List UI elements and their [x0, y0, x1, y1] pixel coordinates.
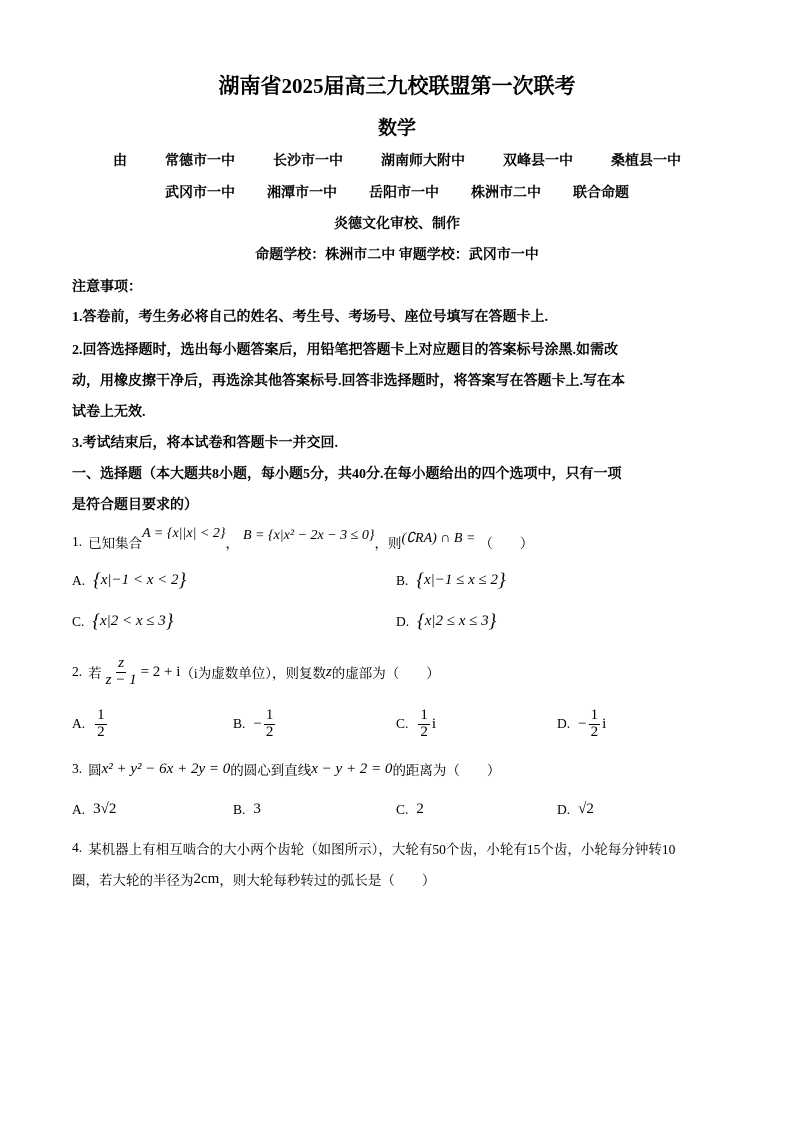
question-note: （i为虚数单位），则复数: [180, 666, 326, 682]
option-value: {x|2 < x ≤ 3}: [92, 611, 174, 632]
equation-rhs: = 2 + i: [140, 663, 181, 680]
option-fraction: $\frac{1}{2}$: [420, 707, 428, 740]
option-label: A.: [72, 716, 86, 732]
fraction: $\frac{z}{z - 1}$: [105, 655, 137, 688]
school-name: 湘潭市一中: [267, 186, 337, 201]
q1-option-d[interactable]: [396, 611, 496, 633]
school-name: 株洲市二中: [471, 186, 541, 201]
notes-heading: 注意事项：: [72, 280, 142, 295]
q2-option-b[interactable]: B. − $\frac{1}{2}$: [233, 707, 274, 740]
option-label: C.: [396, 716, 409, 732]
prefix-by: 由: [113, 154, 127, 169]
school-name: 岳阳市一中: [369, 186, 439, 201]
option-label: B.: [233, 801, 246, 817]
option-value: √2: [578, 801, 594, 817]
option-label: C.: [72, 614, 85, 629]
section-1-heading-cont: 是符合题目要求的）: [72, 498, 198, 513]
option-label: D.: [557, 716, 571, 732]
option-fraction: $\frac{1}{2}$: [265, 707, 274, 740]
q1-option-b[interactable]: [396, 570, 506, 592]
comma: ，: [225, 536, 239, 551]
option-label: D.: [396, 614, 410, 629]
q3-option-c[interactable]: [396, 801, 424, 818]
answer-paren: （ ）: [479, 536, 534, 551]
set-b: B = {x|x² − 2x − 3 ≤ 0}: [243, 528, 375, 543]
question-number: 2.: [72, 664, 83, 680]
option-value: 3: [253, 801, 261, 817]
option-value: 3√2: [93, 801, 117, 817]
schools-row-2: [0, 182, 794, 202]
variable: z: [325, 663, 332, 680]
question-4: [72, 838, 675, 858]
schools-row-1: [0, 150, 794, 170]
option-label: A.: [72, 801, 86, 817]
section-1-heading: 一、选择题（本大题共8小题，每小题5分，共40分.在每小题给出的四个选项中，只有一项: [72, 467, 622, 482]
school-name: 武冈市一中: [165, 186, 235, 201]
set-a: A = {x||x| < 2}: [142, 526, 226, 541]
question-text-end: 的距离为（ ）: [392, 763, 501, 778]
question-text: 已知集合: [88, 536, 143, 551]
question-text: 若: [88, 666, 102, 682]
question-text-mid: 的圆心到直线: [230, 763, 312, 778]
school-name: 常德市一中: [165, 154, 235, 169]
maker-line: 炎德文化审校、制作: [334, 217, 460, 232]
question-text: 某机器上有相互啮合的大小两个齿轮（如图所示），大轮有50个齿，小轮有15个齿，小轮每分钟转10: [88, 842, 676, 857]
q2-option-c[interactable]: C. $\frac{1}{2}$ i: [396, 707, 437, 740]
option-label: A.: [72, 573, 86, 588]
question-text: 圆: [88, 763, 102, 778]
note-2-line-1: 2.回答选择题时，选出每小题答案后，用铅笔把答题卡上对应题目的答案标号涂黑.如需改: [72, 343, 618, 358]
question-3: [72, 759, 500, 779]
note-1: 1.答卷前，考生务必将自己的姓名、考生号、考场号、座位号填写在答题卡上.: [72, 310, 548, 325]
option-label: C.: [396, 801, 409, 817]
note-2-line-2: 动，用橡皮擦干净后，再选涂其他答案标号.回答非选择题时，将答案写在答题卡上.写在本: [72, 374, 625, 389]
option-value: {x|−1 ≤ x ≤ 2}: [416, 570, 506, 591]
exam-subject: 数学: [377, 118, 416, 139]
option-fraction: $\frac{1}{2}$: [97, 707, 105, 740]
q1-option-c[interactable]: [72, 611, 173, 633]
line-equation: x − y + 2 = 0: [311, 760, 393, 777]
question-1: [72, 526, 534, 552]
school-name: 湖南师大附中: [381, 154, 465, 169]
school-name: 长沙市一中: [273, 154, 343, 169]
school-name: 双峰县一中: [503, 154, 573, 169]
circle-equation: x² + y² − 6x + 2y = 0: [101, 760, 231, 777]
question-2: [72, 656, 440, 689]
note-3: 3.考试结束后，将本试卷和答题卡一并交回.: [72, 436, 338, 451]
question-text-end: ，则大轮每秒转过的弧长是（ ）: [219, 873, 436, 888]
q3-option-b[interactable]: [233, 801, 261, 818]
then-text: ，则: [374, 536, 402, 551]
joint-proposition: 联合命题: [573, 186, 629, 201]
q3-option-d[interactable]: [557, 801, 594, 818]
option-label: B.: [233, 716, 246, 732]
option-fraction: $\frac{1}{2}$: [590, 707, 599, 740]
note-2-line-3: 试卷上无效.: [72, 405, 146, 420]
exam-title: 湖南省2025届高三九校联盟第一次联考: [218, 74, 576, 98]
schools-info: 命题学校：株洲市二中 审题学校：武冈市一中: [255, 248, 539, 263]
option-value: 2: [416, 801, 424, 817]
question-4-cont: [72, 869, 435, 889]
q1-option-a[interactable]: [72, 570, 186, 592]
question-number: 1.: [72, 534, 83, 549]
set-expression: (∁RA) ∩ B =: [401, 530, 476, 546]
question-number: 4.: [72, 840, 83, 855]
radius-value: 2cm: [193, 870, 220, 887]
q3-option-a[interactable]: [72, 801, 116, 818]
question-text: 圈，若大轮的半径为: [72, 873, 194, 888]
option-value: {x|−1 < x < 2}: [93, 570, 187, 591]
question-number: 3.: [72, 761, 83, 776]
option-label: B.: [396, 573, 409, 588]
option-label: D.: [557, 801, 571, 817]
q2-option-a[interactable]: [72, 708, 109, 741]
question-text-end: 的虚部为（ ）: [331, 666, 440, 682]
q2-option-d[interactable]: D. − $\frac{1}{2}$ i: [557, 707, 607, 740]
school-name: 桑植县一中: [611, 154, 681, 169]
option-value: {x|2 ≤ x ≤ 3}: [417, 611, 497, 632]
